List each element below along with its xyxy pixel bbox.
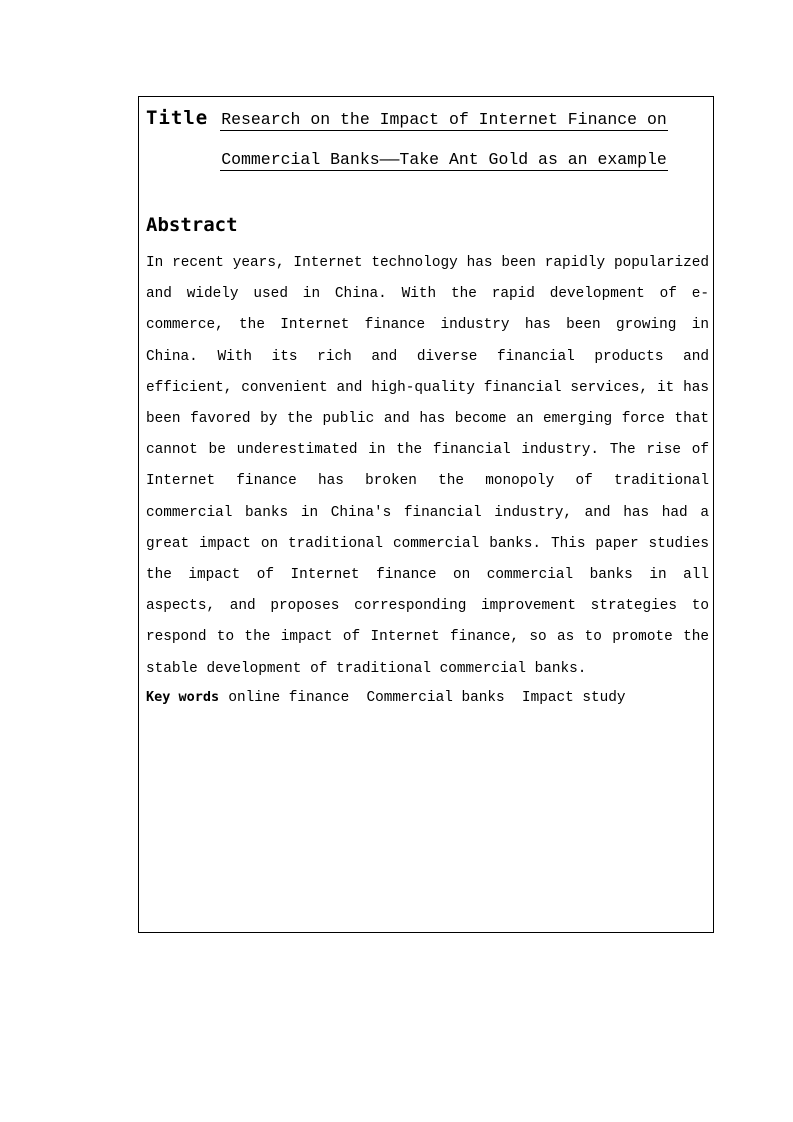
document-frame: [138, 96, 714, 933]
title-line-2: Commercial Banks——Take Ant Gold as an example: [221, 150, 667, 169]
title-line-1: Research on the Impact of Internet Finance on: [221, 110, 667, 129]
keywords-values: online finance Commercial banks Impact study: [228, 690, 626, 706]
keywords-row: [146, 689, 626, 706]
abstract-heading: Abstract: [146, 214, 238, 236]
title-label: Title: [146, 107, 209, 129]
keywords-label: Key words: [146, 689, 220, 705]
abstract-body: In recent years, Internet technology has been rapidly popularized and widely used in China. With the rapid development of e-commerce, the Internet finance industry has been growing in China. With its rich and diverse financial products and efficient, convenient and high-quality financial services, it has been favored by the public and has become an emerging force that cannot be underestimated in the financial industry. The rise of Internet finance has broken the monopoly of traditional commercial banks in China's financial industry, and has had a great impact on traditional commercial banks. This paper studies the impact of Internet finance on commercial banks in all aspects, and proposes corresponding improvement strategies to respond to the impact of Internet finance, so as to promote the stable development of traditional commercial banks.: [146, 255, 709, 677]
